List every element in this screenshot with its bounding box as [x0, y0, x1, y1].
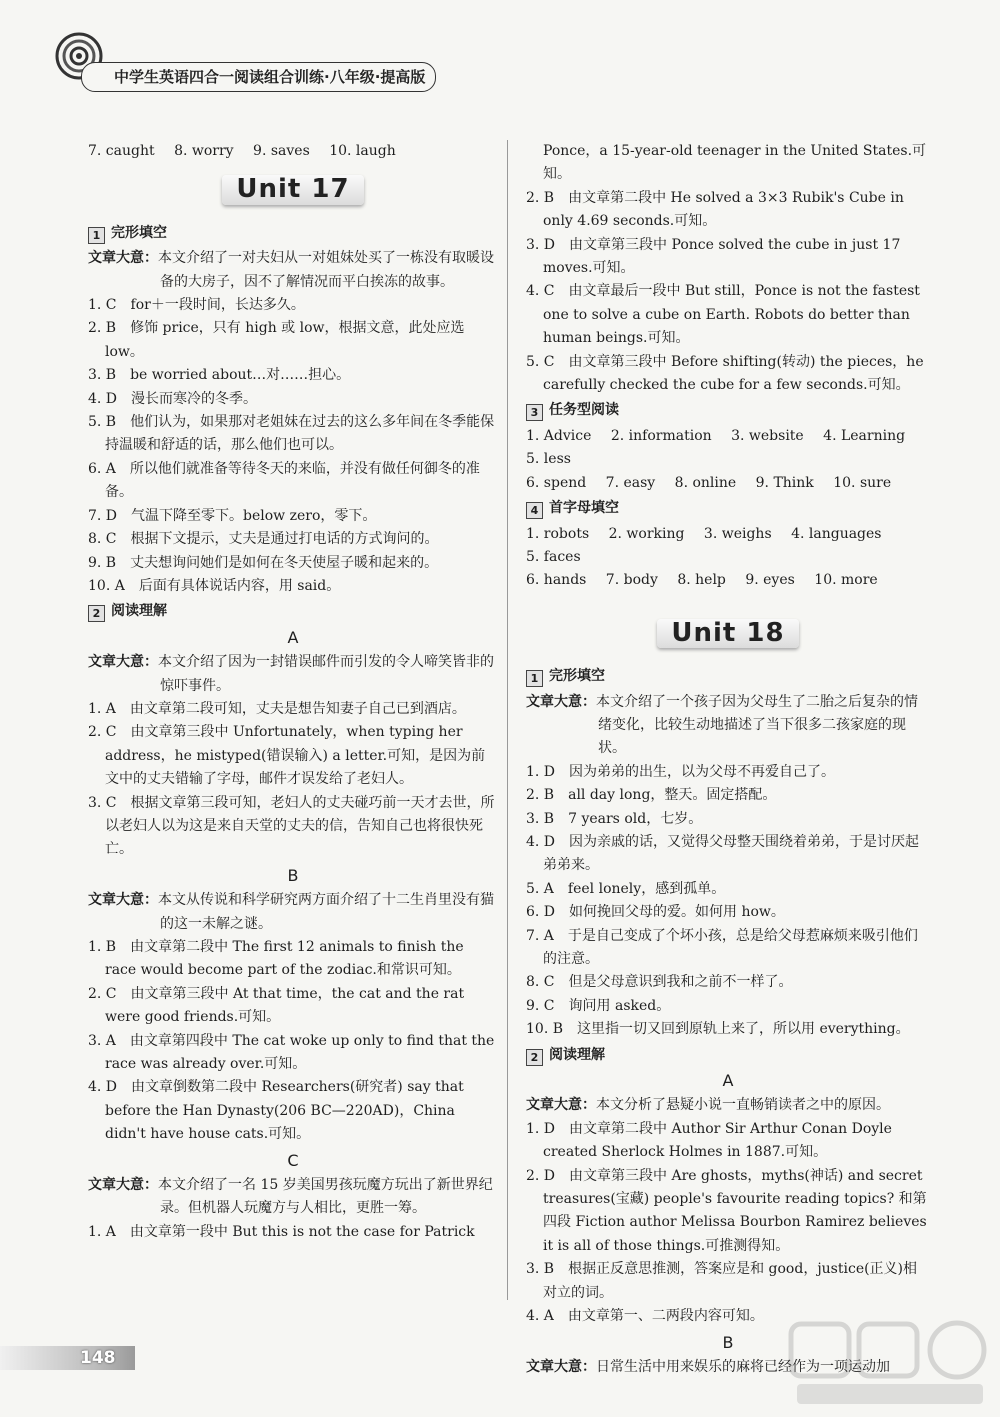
section-title: 完形填空 [549, 668, 605, 685]
section-title: 首字母填空 [549, 500, 619, 517]
section-number: 1 [526, 670, 543, 687]
answer-item: 10. B 这里指一切又回到原轨上来了，所以用 everything。 [526, 1021, 910, 1038]
book-title: 中学生英语四合一阅读组合训练·八年级·提高版 [81, 62, 436, 92]
watermark-logo [787, 1318, 992, 1410]
answer-item: 8. C 根据下文提示，丈夫是通过打电话的方式询问的。 [88, 531, 439, 548]
answer-item: 4. languages [791, 525, 882, 542]
section-number: 2 [88, 605, 105, 622]
right-column [526, 140, 930, 1379]
section-title: 阅读理解 [549, 1046, 605, 1063]
answer-item: 10. sure [833, 474, 892, 491]
summary-text: 本文介绍了一个孩子因为父母生了二胎之后复杂的情绪变化，比较生动地描述了当下很多二孩家庭的现状。 [596, 693, 918, 757]
answer-item: 4. D 由文章倒数第二段中 Researchers(研究者) say that before the Han Dynasty(206 BC—220AD)，China didn't have house cats.可知。 [88, 1079, 464, 1143]
answer-item: 5. faces [526, 548, 581, 565]
answer-item: 3. B 7 years old，七岁。 [526, 810, 703, 827]
answer-item: 3. B be worried about…对……担心。 [88, 367, 351, 384]
summary-text: 本文从传说和科学研究两方面介绍了十二生肖里没有猫的这一未解之谜。 [158, 892, 494, 932]
answer-item: 10. laugh [329, 143, 396, 159]
summary-text: 本文介绍了因为一封错误邮件而引发的令人啼笑皆非的惊吓事件。 [158, 654, 494, 694]
summary-label: 文章大意： [526, 693, 596, 710]
answer-item: 9. Think [755, 474, 814, 491]
summary-label: 文章大意： [526, 1358, 596, 1375]
unit-18-label: Unit 18 [657, 619, 798, 648]
passage-b-label: B [287, 865, 299, 885]
passage-b-label: B [722, 1332, 734, 1352]
unit-17-heading [88, 175, 498, 205]
section-title: 阅读理解 [111, 603, 167, 620]
answer-item: 9. eyes [745, 572, 795, 589]
summary-text: 本文介绍了一名 15 岁美国男孩玩魔方玩出了新世界纪录。但机器人玩魔方与人相比，更胜一筹。 [158, 1177, 493, 1217]
answer-item: 6. spend [526, 474, 587, 491]
answer-item: 1. robots [526, 525, 590, 542]
summary [88, 1174, 498, 1221]
summary-label: 文章大意： [88, 654, 158, 671]
answer-item: 7. easy [605, 474, 656, 491]
answer-item: 6. hands [526, 572, 587, 589]
column-divider [507, 140, 508, 1300]
summary-label: 文章大意： [526, 1097, 596, 1114]
answer-item: 1. B 由文章第二段中 The first 12 animals to finish the race would become part of the zodiac.和常识可知。 [88, 939, 464, 979]
summary [526, 691, 930, 761]
summary-label: 文章大意： [88, 250, 158, 267]
answer-item: 4. Learning [823, 427, 906, 444]
answer-item: 2. working [608, 525, 685, 542]
answer-item: 10. A 后面有具体说话内容，用 said。 [88, 577, 341, 594]
top-answers [88, 140, 498, 163]
answers-row [526, 523, 930, 570]
section-cloze [526, 665, 930, 688]
answer-item: 4. D 漫长而寒冷的冬季。 [88, 390, 258, 407]
section-reading [88, 600, 498, 623]
answer-item: 8. online [674, 474, 737, 491]
summary [88, 247, 498, 294]
answer-item: 9. saves [253, 143, 310, 159]
answer-item: 2. B 修饰 price，只有 high 或 low，根据文意，此处应选 low。 [88, 320, 465, 360]
answers-row [526, 425, 930, 472]
passage-a-label: A [287, 627, 299, 647]
answer-item: 3. weighs [703, 525, 772, 542]
unit-17-label: Unit 17 [222, 175, 363, 204]
summary [88, 651, 498, 698]
section-title: 完形填空 [111, 224, 167, 241]
answer-item: 7. A 于是自己变成了个坏小孩，总是给父母惹麻烦来吸引他们的注意。 [526, 927, 918, 967]
answer-item: 2. D 由文章第三段中 Are ghosts，myths(神话) and secret treasures(宝藏) people's favourite reading topics? 和第四段 Fiction author Melissa Bourbon Ramirez believes it is all of those things.可推测得知。 [526, 1167, 927, 1254]
answer-item: 6. D 如何挽回父母的爱。如何用 how。 [526, 904, 785, 921]
answer-item: 3. C 根据文章第三段可知，老妇人的丈夫碰巧前一天才去世，所以老妇人以为这是来自天堂的丈夫的信，告知自己也将很快死亡。 [88, 794, 495, 858]
answer-item: 3. B 根据正反意思推测，答案应是和 good，justice(正义)相对立的词。 [526, 1261, 918, 1301]
answer-item: 4. D 因为亲戚的话，又觉得父母整天围绕着弟弟，于是讨厌起弟弟来。 [526, 833, 920, 874]
summary [88, 889, 498, 936]
answers-row [526, 569, 930, 592]
passage-c-label: C [287, 1150, 299, 1170]
answer-item: 1. Advice [526, 427, 592, 444]
answer-item: 7. body [605, 572, 658, 589]
answer-item: 5. A feel lonely，感到孤单。 [526, 880, 726, 897]
answer-item: 2. B all day long，整天。固定搭配。 [526, 787, 777, 804]
section-title: 任务型阅读 [549, 402, 619, 419]
section-number: 4 [526, 502, 543, 519]
answer-item: 8. C 但是父母意识到我和之前不一样了。 [526, 974, 793, 991]
summary-text: 本文介绍了一对夫妇从一对姐妹处买了一栋没有取暖设备的大房子，因不了解情况而平白挨冻的故事。 [158, 250, 494, 290]
page-header [55, 30, 485, 85]
answer-item: 2. B 由文章第二段中 He solved a 3×3 Rubik's Cube in only 4.69 seconds.可知。 [526, 189, 904, 230]
passage-a-label: A [722, 1071, 734, 1091]
answer-item: 9. B 丈夫想询问她们是如何在冬天使屋子暖和起来的。 [88, 554, 439, 571]
answer-item: 2. C 由文章第三段中 Unfortunately，when typing her address，he mistyped(错误输入) a letter.可知，是因为前文中的丈夫错输了字母，邮件才误发给了老妇人。 [88, 724, 486, 788]
section-reading [526, 1044, 930, 1067]
section-number: 2 [526, 1049, 543, 1066]
answer-item: 2. C 由文章第三段中 At that time，the cat and the rat were good friends.可知。 [88, 985, 465, 1026]
answer-item: 9. C 询问用 asked。 [526, 997, 671, 1014]
answer-item: 1. A 由文章第二段可知，丈夫是想告知妻子自己已到酒店。 [88, 700, 466, 717]
summary-label: 文章大意： [88, 892, 158, 909]
summary-label: 文章大意： [88, 1177, 158, 1194]
answer-item: 8. help [677, 572, 726, 589]
answer-item: 7. D 气温下降至零下。below zero，零下。 [88, 507, 377, 524]
section-number: 3 [526, 404, 543, 421]
page-number: 148 [80, 1348, 116, 1368]
answer-item: 3. D 由文章第三段中 Ponce solved the cube in just 17 moves.可知。 [526, 236, 901, 277]
answer-item: 1. C for＋一段时间，长达多久。 [88, 297, 305, 314]
summary [526, 1094, 930, 1117]
answer-item: 10. more [814, 572, 878, 589]
answer-item: 6. A 所以他们就准备等待冬天的来临，并没有做任何御冬的准备。 [88, 460, 480, 501]
answer-item: 5. less [526, 451, 571, 468]
answer-item: 8. worry [174, 143, 234, 159]
answer-item: 4. A 由文章第一、二两段内容可知。 [526, 1308, 764, 1325]
answer-item: 3. website [731, 427, 804, 444]
unit-18-heading [526, 619, 930, 649]
continued-text: Ponce，a 15-year-old teenager in the United States.可知。 [543, 143, 927, 183]
answer-item: 1. D 因为弟弟的出生，以为父母不再爱自己了。 [526, 763, 836, 780]
answer-item: 2. information [610, 427, 712, 444]
answer-item: 4. C 由文章最后一段中 But still，Ponce is not the fastest one to solve a cube on Earth. Robots do better than human beings.可知。 [526, 283, 920, 347]
answer-item: 1. D 由文章第二段中 Author Sir Arthur Conan Doyle created Sherlock Holmes in 1887.可知。 [526, 1120, 892, 1161]
section-task-reading [526, 399, 930, 422]
summary-text: 本文分析了悬疑小说一直畅销读者之中的原因。 [596, 1097, 890, 1114]
section-initial-letter [526, 497, 930, 520]
summary-text: 日常生活中用来娱乐的麻将已经作为一项运动加 [596, 1358, 890, 1375]
answers-row [526, 472, 930, 495]
left-column [88, 140, 498, 1244]
answer-item: 7. caught [88, 143, 155, 159]
answer-item: 5. C 由文章第三段中 Before shifting(转动) the pieces，he carefully checked the cube for a few seconds.可知。 [526, 353, 924, 394]
section-number: 1 [88, 227, 105, 244]
section-cloze [88, 222, 498, 245]
answer-item: 1. A 由文章第一段中 But this is not the case for Patrick [88, 1223, 475, 1240]
answer-item: 3. A 由文章第四段中 The cat woke up only to find that the race was already over.可知。 [88, 1032, 495, 1073]
answer-item: 5. B 他们认为，如果那对老姐妹在过去的这么多年间在冬季能保持温暖和舒适的话，那么他们也可以。 [88, 414, 495, 454]
